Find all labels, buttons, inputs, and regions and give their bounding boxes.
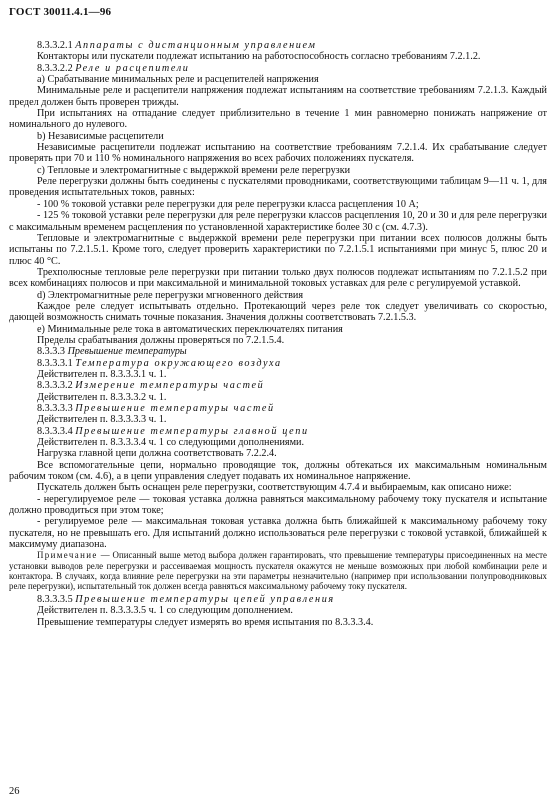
list-item: - нерегулируемое реле — токовая уставка должна равняться максимальному рабочему току пускателя и испытание должно проводиться при этом токе; — [9, 493, 547, 517]
clause-heading — [9, 594, 547, 605]
clause-number: 8.3.3.3.5 — [37, 593, 73, 605]
paragraph: a) Срабатывание минимальных реле и расцепителей напряжения — [37, 74, 319, 86]
page-number: 26 — [9, 786, 20, 797]
clause-heading — [9, 403, 547, 414]
clause-title: Превышение температуры цепей управления — [75, 593, 335, 605]
clause-number: 8.3.3.2.1 — [37, 40, 73, 51]
clause-heading — [9, 63, 547, 74]
clause-heading — [9, 346, 547, 357]
clause-heading — [9, 358, 547, 369]
clause-heading — [9, 40, 547, 51]
clause-title: Температура окружающего воздуха — [75, 357, 282, 369]
list-item: - 125 % токовой уставки реле перегрузки для реле перегрузки классов расцепления 10, 20 и 30 и для реле перегрузки с максимальным временем расцепления по установленной характеристике более 30 с (см. 4.7.3). — [9, 210, 547, 233]
paragraph: Трехполюсные тепловые реле перегрузки при питании только двух полюсов подлежат испытаниям по 7.2.1.5.2 при всех комбинациях полюсов и при максимальной и минимальной токовых уставках для реле с регулируемой уставкой. — [9, 266, 547, 290]
paragraph: c) Тепловые и электромагнитные с выдержкой времени реле перегрузки — [37, 164, 351, 176]
paragraph: Каждое реле следует испытывать отдельно. Протекающий через реле ток следует увеличивать со скоростью, дающей возможность снимать точные показания. Значения должны соответствовать 7.2.1.5.3. — [9, 300, 547, 324]
paragraph: d) Электромагнитные реле перегрузки мгновенного действия — [37, 289, 304, 301]
document-header: ГОСТ 30011.4.1—96 — [9, 6, 112, 18]
list-item: - регулируемое реле — максимальная токовая уставка должна быть ближайшей к максимальному рабочему току пускателя, но не превышать его. Для испытаний должно использоваться реле перегрузки с токовой уставкой, ближайшей к максимуму диапазона. — [9, 516, 547, 551]
clause-number: 8.3.3.2.2 — [37, 62, 73, 74]
clause-number: 8.3.3.3 — [37, 346, 66, 358]
paragraph: Действителен п. 8.3.3.3.1 ч. 1. — [37, 368, 167, 380]
clause-title: Измерение температуры частей — [75, 380, 265, 392]
paragraph: Реле перегрузки должны быть соединены с пускателями проводниками, соответствующими таблицам 9—11 ч. 1, для проведения испытательных токов, равных: — [9, 176, 547, 199]
clause-heading — [9, 426, 547, 437]
clause-title: Превышение температуры главной цепи — [75, 425, 309, 437]
paragraph: Тепловые и электромагнитные с выдержкой времени реле перегрузки при питании всех полюсов должны быть испытаны по 7.2.1.5.1. Кроме того, следует проверить характеристики по 7.2.1.5.1 испытаниями при минус 5, плюс 20 и плюс 40 °С. — [9, 232, 547, 267]
paragraph: Действителен п. 8.3.3.3.2 ч. 1. — [37, 391, 167, 403]
paragraph: Действителен п. 8.3.3.3.3 ч. 1. — [37, 414, 167, 426]
paragraph: e) Минимальные реле тока в автоматических переключателях питания — [37, 323, 343, 335]
clause-title: Превышение температуры частей — [75, 403, 275, 414]
document-body — [9, 40, 547, 628]
paragraph: При испытаниях на отпадание следует приблизительно в течение 1 мин равномерно понижать напряжение от номинального до нулевого. — [9, 108, 547, 131]
note — [9, 550, 547, 590]
clause-number: 8.3.3.3.3 — [37, 403, 73, 414]
paragraph: Пускатель должен быть оснащен реле перегрузки, соответствующим 4.7.4 и выбираемым, как описано ниже: — [37, 482, 512, 494]
paragraph: Нагрузка главной цепи должна соответствовать 7.2.2.4. — [37, 448, 277, 460]
paragraph: Независимые расцепители подлежат испытанию на соответствие требованиям 7.2.1.4. Их срабатывание следует проверять при 70 и 110 % номинального напряжения во всех рабочих положениях пускателя. — [9, 142, 547, 165]
list-item: - 100 % токовой уставки реле перегрузки для реле перегрузки класса расцепления 10 А; — [37, 198, 419, 210]
note-text: — Описанный выше метод выбора должен гарантировать, что превышение температуры присоединенных на месте установки выводов реле перегрузки и рассеиваемая мощность пускателя окажутся не меньше возможных при любой комбинации реле и контактора. В случаях, когда влияние реле перегрузки на эти параметры незначительно (например при использовании полупроводниковых реле перегрузки), испытательный ток должен всегда равняться максимальному рабочему току пускателя. — [9, 550, 547, 591]
clause-title: Превышение температуры — [67, 346, 187, 358]
clause-number: 8.3.3.3.1 — [37, 357, 73, 369]
clause-number: 8.3.3.3.4 — [37, 425, 73, 437]
note-label: Примечание — [37, 550, 98, 561]
paragraph: Контакторы или пускатели подлежат испытанию на работоспособность согласно требованиям 7.2.1.2. — [37, 51, 481, 63]
clause-title: Аппараты с дистанционным управлением — [75, 40, 317, 51]
paragraph: Минимальные реле и расцепители напряжения подлежат испытаниям на соответствие требованиям 7.2.1.3. Каждый предел должен быть проверен трижды. — [9, 85, 547, 108]
paragraph: b) Независимые расцепители — [37, 130, 164, 142]
paragraph: Действителен п. 8.3.3.3.5 ч. 1 со следующим дополнением. — [37, 605, 293, 617]
clause-number: 8.3.3.3.2 — [37, 380, 73, 392]
paragraph: Все вспомогательные цепи, нормально проводящие ток, должны обтекаться их максимальным номинальным рабочим током (см. 4.6), а в цепи управления следует подавать их номинальное напряжение. — [9, 459, 547, 483]
paragraph: Превышение температуры следует измерять во время испытания по 8.3.3.3.4. — [37, 616, 374, 628]
paragraph: Действителен п. 8.3.3.3.4 ч. 1 со следующими дополнениями. — [37, 437, 305, 449]
clause-title: Реле и расцепители — [75, 62, 190, 74]
clause-heading — [9, 380, 547, 391]
paragraph: Пределы срабатывания должны проверяться по 7.2.1.5.4. — [37, 334, 285, 346]
